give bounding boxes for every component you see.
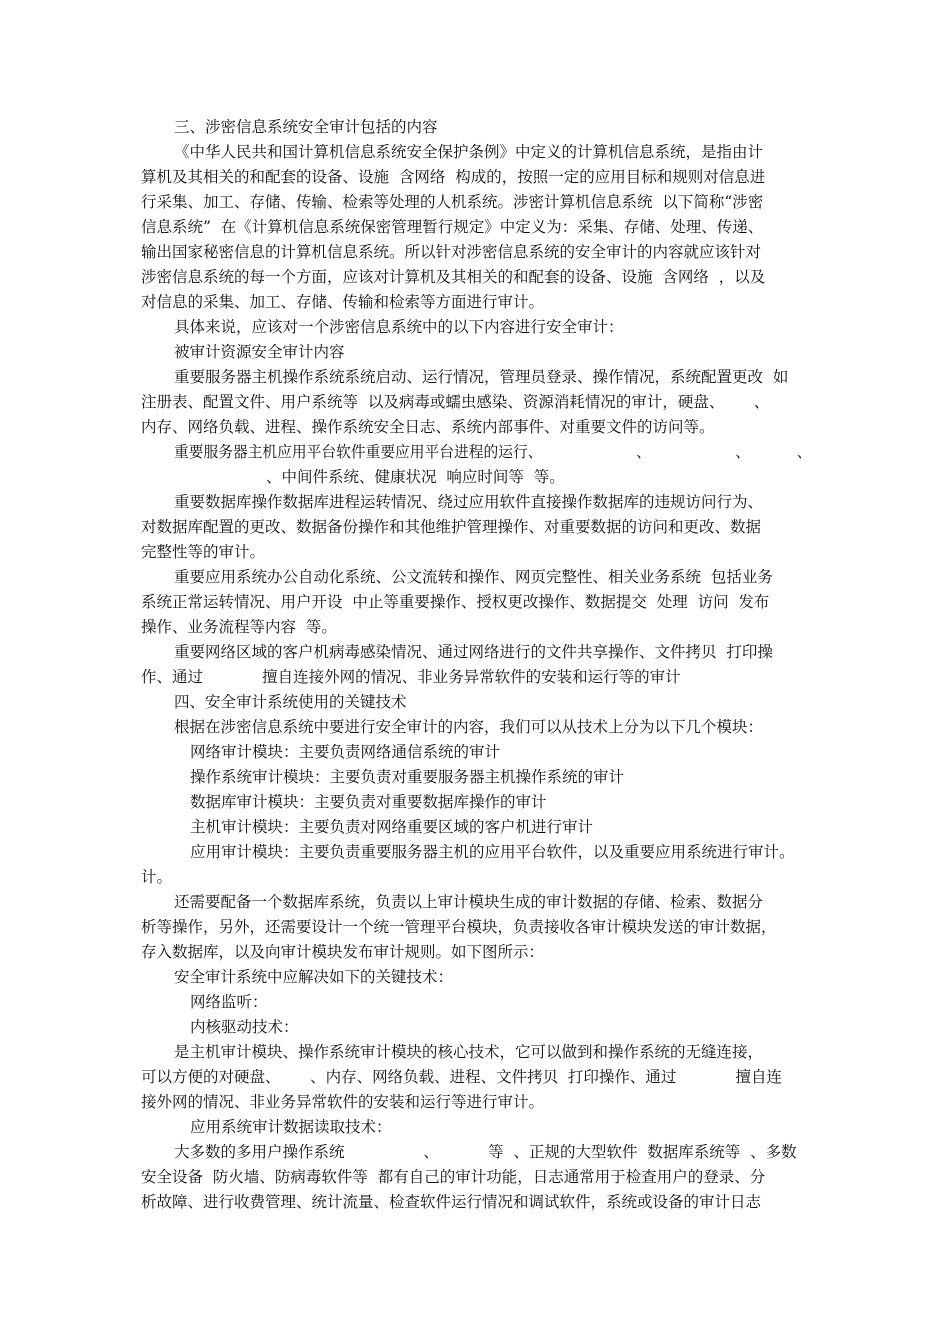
list-item: 内核驱动技术： xyxy=(190,1018,299,1036)
paragraph-line: 重要数据库操作数据库进程运转情况、绕过应用软件直接操作数据库的违规访问行为、 xyxy=(174,493,764,511)
paragraph-line: 输出国家秘密信息的计算机信息系统。所以针对涉密信息系统的安全审计的内容就应该针对 xyxy=(141,243,762,261)
paragraph-line: 《中华人民共和国计算机信息系统安全保护条例》中定义的计算机信息系统，是指由计 xyxy=(174,143,764,161)
list-item: 主机审计模块：主要负责对网络重要区域的客户机进行审计 xyxy=(190,818,594,836)
list-item: 网络监听： xyxy=(190,993,268,1011)
list-item: 数据库审计模块：主要负责对重要数据库操作的审计 xyxy=(190,793,547,811)
list-item: 操作系统审计模块：主要负责对重要服务器主机操作系统的审计 xyxy=(190,768,625,786)
list-item: 网络审计模块：主要负责网络通信系统的审计 xyxy=(190,743,501,761)
paragraph-line: 析故障、进行收费管理、统计流量、检查软件运行情况和调试软件，系统或设备的审计日志 xyxy=(141,1193,762,1211)
paragraph-line: 可以方便的对硬盘、 、内存、网络负载、进程、文件拷贝 打印操作、通过 擅自连 xyxy=(141,1068,783,1086)
paragraph-line: 重要服务器主机应用平台软件重要应用平台进程的运行、 、 、 、 xyxy=(174,443,812,461)
paragraph-line: 、中间件系统、健康状况 响应时间等 等。 xyxy=(266,468,565,486)
paragraph-line: 信息系统” 在《计算机信息系统保密管理暂行规定》中定义为：采集、存储、处理、传递、 xyxy=(141,218,764,236)
paragraph-line: 对数据库配置的更改、数据备份操作和其他维护管理操作、对重要数据的访问和更改、数据 xyxy=(141,518,762,536)
paragraph-line: 完整性等的审计。 xyxy=(141,543,266,561)
paragraph-line: 重要应用系统办公自动化系统、公文流转和操作、网页完整性、相关业务系统 包括业务 xyxy=(174,568,773,586)
list-item: 应用审计模块：主要负责重要服务器主机的应用平台软件，以及重要应用系统进行审计。 xyxy=(190,843,795,861)
section-heading-4: 四、安全审计系统使用的关键技术 xyxy=(174,693,407,711)
paragraph-line: 被审计资源安全审计内容 xyxy=(174,343,345,361)
paragraph-line: 根据在涉密信息系统中要进行安全审计的内容，我们可以从技术上分为以下几个模块： xyxy=(174,718,764,736)
paragraph-line: 系统正常运转情况、用户开设 中止等重要操作、授权更改操作、数据提交 处理 访问 发布 xyxy=(141,593,770,611)
paragraph-line: 安全审计系统中应解决如下的关键技术： xyxy=(174,968,454,986)
paragraph-line: 重要服务器主机操作系统系统启动、运行情况，管理员登录、操作情况，系统配置更改 如 xyxy=(174,368,789,386)
paragraph-line: 对信息的采集、加工、存储、传输和检索等方面进行审计。 xyxy=(141,293,545,311)
paragraph-line: 算机及其相关的和配套的设备、设施 含网络 构成的，按照一定的应用目标和规则对信息进 xyxy=(141,168,766,186)
paragraph-line: 内存、网络负载、进程、操作系统安全日志、系统内部事件、对重要文件的访问等。 xyxy=(141,418,715,436)
paragraph-line: 存入数据库，以及向审计模块发布审计规则。如下图所示： xyxy=(141,943,545,961)
paragraph-line: 接外网的情况、非业务异常软件的安装和运行等进行审计。 xyxy=(141,1093,545,1111)
paragraph-line: 作、通过 擅自连接外网的情况、非业务异常软件的安装和运行等的审计 xyxy=(141,668,681,686)
paragraph-line: 大多数的多用户操作系统 、 等 、正规的大型软件 数据库系统等 、多数 xyxy=(174,1143,797,1161)
paragraph-line: 具体来说，应该对一个涉密信息系统中的以下内容进行安全审计： xyxy=(174,318,624,336)
paragraph-line: 操作、业务流程等内容 等。 xyxy=(141,618,337,636)
paragraph-line: 行采集、加工、存储、传输、检索等处理的人机系统。涉密计算机信息系统 以下简称“涉密 xyxy=(141,193,764,211)
list-item: 应用系统审计数据读取技术： xyxy=(190,1118,392,1136)
paragraph-line: 计。 xyxy=(141,868,173,886)
paragraph-line: 注册表、配置文件、用户系统等 以及病毒或蠕虫感染、资源消耗情况的审计，硬盘、 、 xyxy=(141,393,770,411)
paragraph-line: 是主机审计模块、操作系统审计模块的核心技术，它可以做到和操作系统的无缝连接， xyxy=(174,1043,764,1061)
paragraph-line: 析等操作，另外，还需要设计一个统一管理平台模块，负责接收各审计模块发送的审计数据， xyxy=(141,918,777,936)
paragraph-line: 涉密信息系统的每一个方面，应该对计算机及其相关的和配套的设备、设施 含网络 ，以及 xyxy=(141,268,766,286)
paragraph-line: 还需要配备一个数据库系统，负责以上审计模块生成的审计数据的存储、检索、数据分 xyxy=(174,893,764,911)
paragraph-line: 重要网络区域的客户机病毒感染情况、通过网络进行的文件共享操作、文件拷贝 打印操 xyxy=(174,643,773,661)
paragraph-line: 安全设备 防火墙、防病毒软件等 都有自己的审计功能，日志通常用于检查用户的登录、分 xyxy=(141,1168,766,1186)
section-heading-3: 三、涉密信息系统安全审计包括的内容 xyxy=(174,118,438,136)
